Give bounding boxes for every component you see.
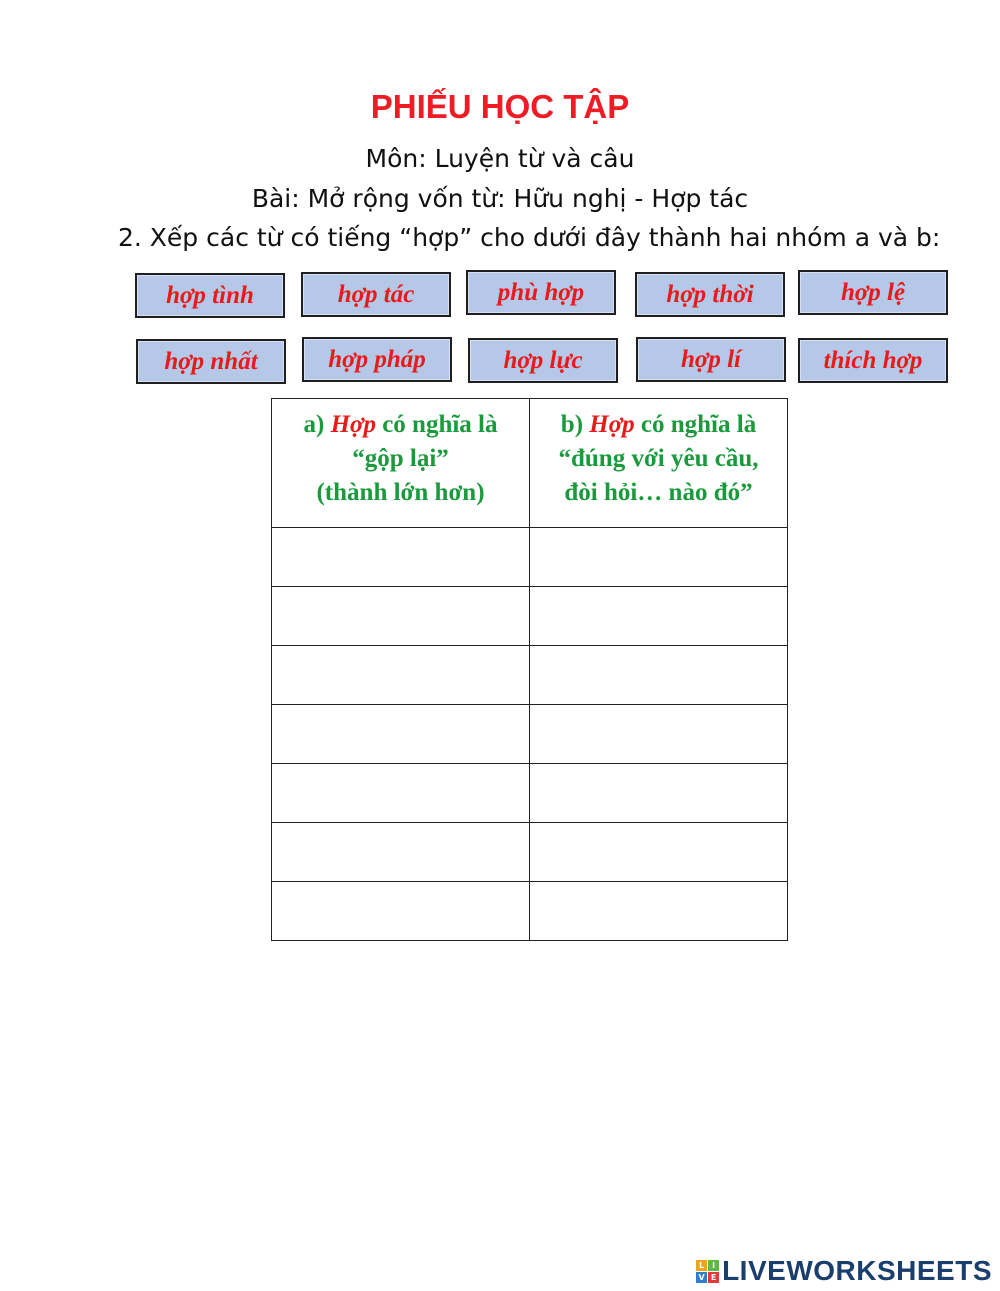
col-b-line1: có nghĩa là: [634, 411, 757, 438]
col-b-line2: “đúng với yêu cầu,: [558, 445, 759, 472]
drop-slot-b[interactable]: [530, 764, 788, 823]
word-chip-thich-hop[interactable]: thích hợp: [798, 338, 948, 383]
col-b-keyword: Hợp: [589, 411, 635, 438]
drop-slot-a[interactable]: [272, 882, 530, 941]
drop-slot-b[interactable]: [530, 882, 788, 941]
drop-slot-a[interactable]: [272, 764, 530, 823]
word-chip-hop-thoi[interactable]: hợp thời: [635, 272, 785, 317]
table-row: [272, 882, 788, 941]
table-row: [272, 823, 788, 882]
drop-slot-b[interactable]: [530, 587, 788, 646]
worksheet-title: PHIẾU HỌC TẬP: [370, 88, 630, 125]
logo-icon: [696, 1260, 719, 1283]
col-a-line1: có nghĩa là: [375, 411, 498, 438]
drop-slot-a[interactable]: [272, 705, 530, 764]
liveworksheets-logo: [696, 1253, 992, 1289]
drop-slot-a[interactable]: [272, 528, 530, 587]
col-a-keyword: Hợp: [330, 411, 376, 438]
col-b-line3: đòi hỏi… nào đó”: [564, 479, 753, 506]
col-b-prefix: b): [560, 411, 590, 438]
table-row: [272, 528, 788, 587]
word-chip-phu-hop[interactable]: phù hợp: [466, 270, 616, 315]
drop-slot-b[interactable]: [530, 823, 788, 882]
drop-slot-b[interactable]: [530, 646, 788, 705]
drop-slot-a[interactable]: [272, 823, 530, 882]
subject-line: Môn: Luyện từ và câu: [365, 144, 635, 173]
column-a-header: [272, 399, 530, 528]
table-row: [272, 646, 788, 705]
col-a-prefix: a): [303, 411, 331, 438]
word-chip-hop-le[interactable]: hợp lệ: [798, 270, 948, 315]
word-chip-hop-li[interactable]: hợp lí: [636, 337, 786, 382]
drop-slot-a[interactable]: [272, 587, 530, 646]
column-b-header: [530, 399, 788, 528]
table-row: [272, 587, 788, 646]
drop-slot-b[interactable]: [530, 528, 788, 587]
word-chip-hop-tac[interactable]: hợp tác: [301, 272, 451, 317]
lesson-line: Bài: Mở rộng vốn từ: Hữu nghị - Hợp tác: [251, 184, 749, 213]
brand-name: LIVEWORKSHEETS: [722, 1255, 992, 1286]
instruction-text: 2. Xếp các từ có tiếng “hợp” cho dưới đây thành hai nhóm a và b:: [118, 223, 941, 252]
logo-letter-i: I: [708, 1260, 719, 1271]
logo-letter-l: L: [696, 1260, 707, 1271]
word-chip-hop-phap[interactable]: hợp pháp: [302, 337, 452, 382]
word-chip-hop-tinh[interactable]: hợp tình: [135, 273, 285, 318]
word-chip-hop-nhat[interactable]: hợp nhất: [136, 339, 286, 384]
col-a-line3: (thành lớn hơn): [316, 479, 485, 506]
table-row: [272, 705, 788, 764]
sorting-table: [271, 398, 788, 941]
logo-letter-v: V: [696, 1272, 707, 1283]
logo-letter-e: E: [708, 1272, 719, 1283]
table-row: [272, 764, 788, 823]
drop-slot-b[interactable]: [530, 705, 788, 764]
word-chip-hop-luc[interactable]: hợp lực: [468, 338, 618, 383]
drop-slot-a[interactable]: [272, 646, 530, 705]
col-a-line2: “gộp lại”: [352, 445, 449, 472]
